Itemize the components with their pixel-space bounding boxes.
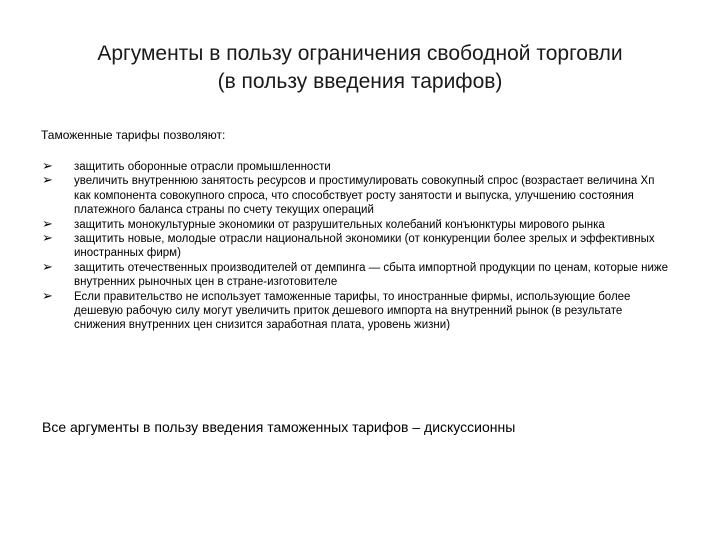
list-item-text: защитить отечественных производителей от демпинга — сбыта импортной продукции по ценам, которые ниже внутренних рыночных цен в стране-изготовителе <box>74 261 668 289</box>
slide-title <box>20 40 700 96</box>
list-item-text: защитить оборонные отрасли промышленности <box>74 161 331 173</box>
slide-title-line-1: Аргументы в пользу ограничения свободной торговли <box>97 42 623 65</box>
arrowhead-bullet-icon: ➢ <box>42 173 53 189</box>
bullet-list <box>42 160 672 333</box>
list-item-text: защитить монокультурные экономики от разрушительных колебаний конъюнктуры мирового рынка <box>74 218 605 231</box>
arrowhead-bullet-icon: ➢ <box>42 288 53 304</box>
list-item-text: увеличить внутреннюю занятость ресурсов и простимулировать совокупный спрос (возрастает величина Хп как компонента совокупного спроса, что способствует росту занятости и выпуска, улучшению состояния платежного баланса страны по счету текущих операций <box>74 175 655 217</box>
list-item <box>42 290 672 333</box>
list-item-text: Если правительство не использует таможенные тарифы, то иностранные фирмы, использующие более дешевую рабочую силу могут увеличить приток дешевого импорта на внутренний рынок (в результате снижения внутренних цен снизится заработная плата, уровень жизни) <box>74 290 631 332</box>
slide-title-line-2: (в пользу введения тарифов) <box>217 70 503 93</box>
arrowhead-bullet-icon: ➢ <box>42 259 53 275</box>
list-item <box>42 261 672 290</box>
list-item <box>42 218 672 232</box>
arrowhead-bullet-icon: ➢ <box>42 231 53 247</box>
list-item <box>42 232 672 261</box>
list-item <box>42 160 672 174</box>
arrowhead-bullet-icon: ➢ <box>42 159 53 174</box>
intro-text: Таможенные тарифы позволяют: <box>41 128 226 142</box>
arrowhead-bullet-icon: ➢ <box>42 216 53 232</box>
list-item <box>42 174 672 217</box>
list-item-text: защитить новые, молодые отрасли национальной экономики (от конкуренции более зрелых и эффективных иностранных фирм) <box>74 233 655 260</box>
conclusion-text: Все аргументы в пользу введения таможенных тарифов – дискуссионны <box>42 419 516 435</box>
